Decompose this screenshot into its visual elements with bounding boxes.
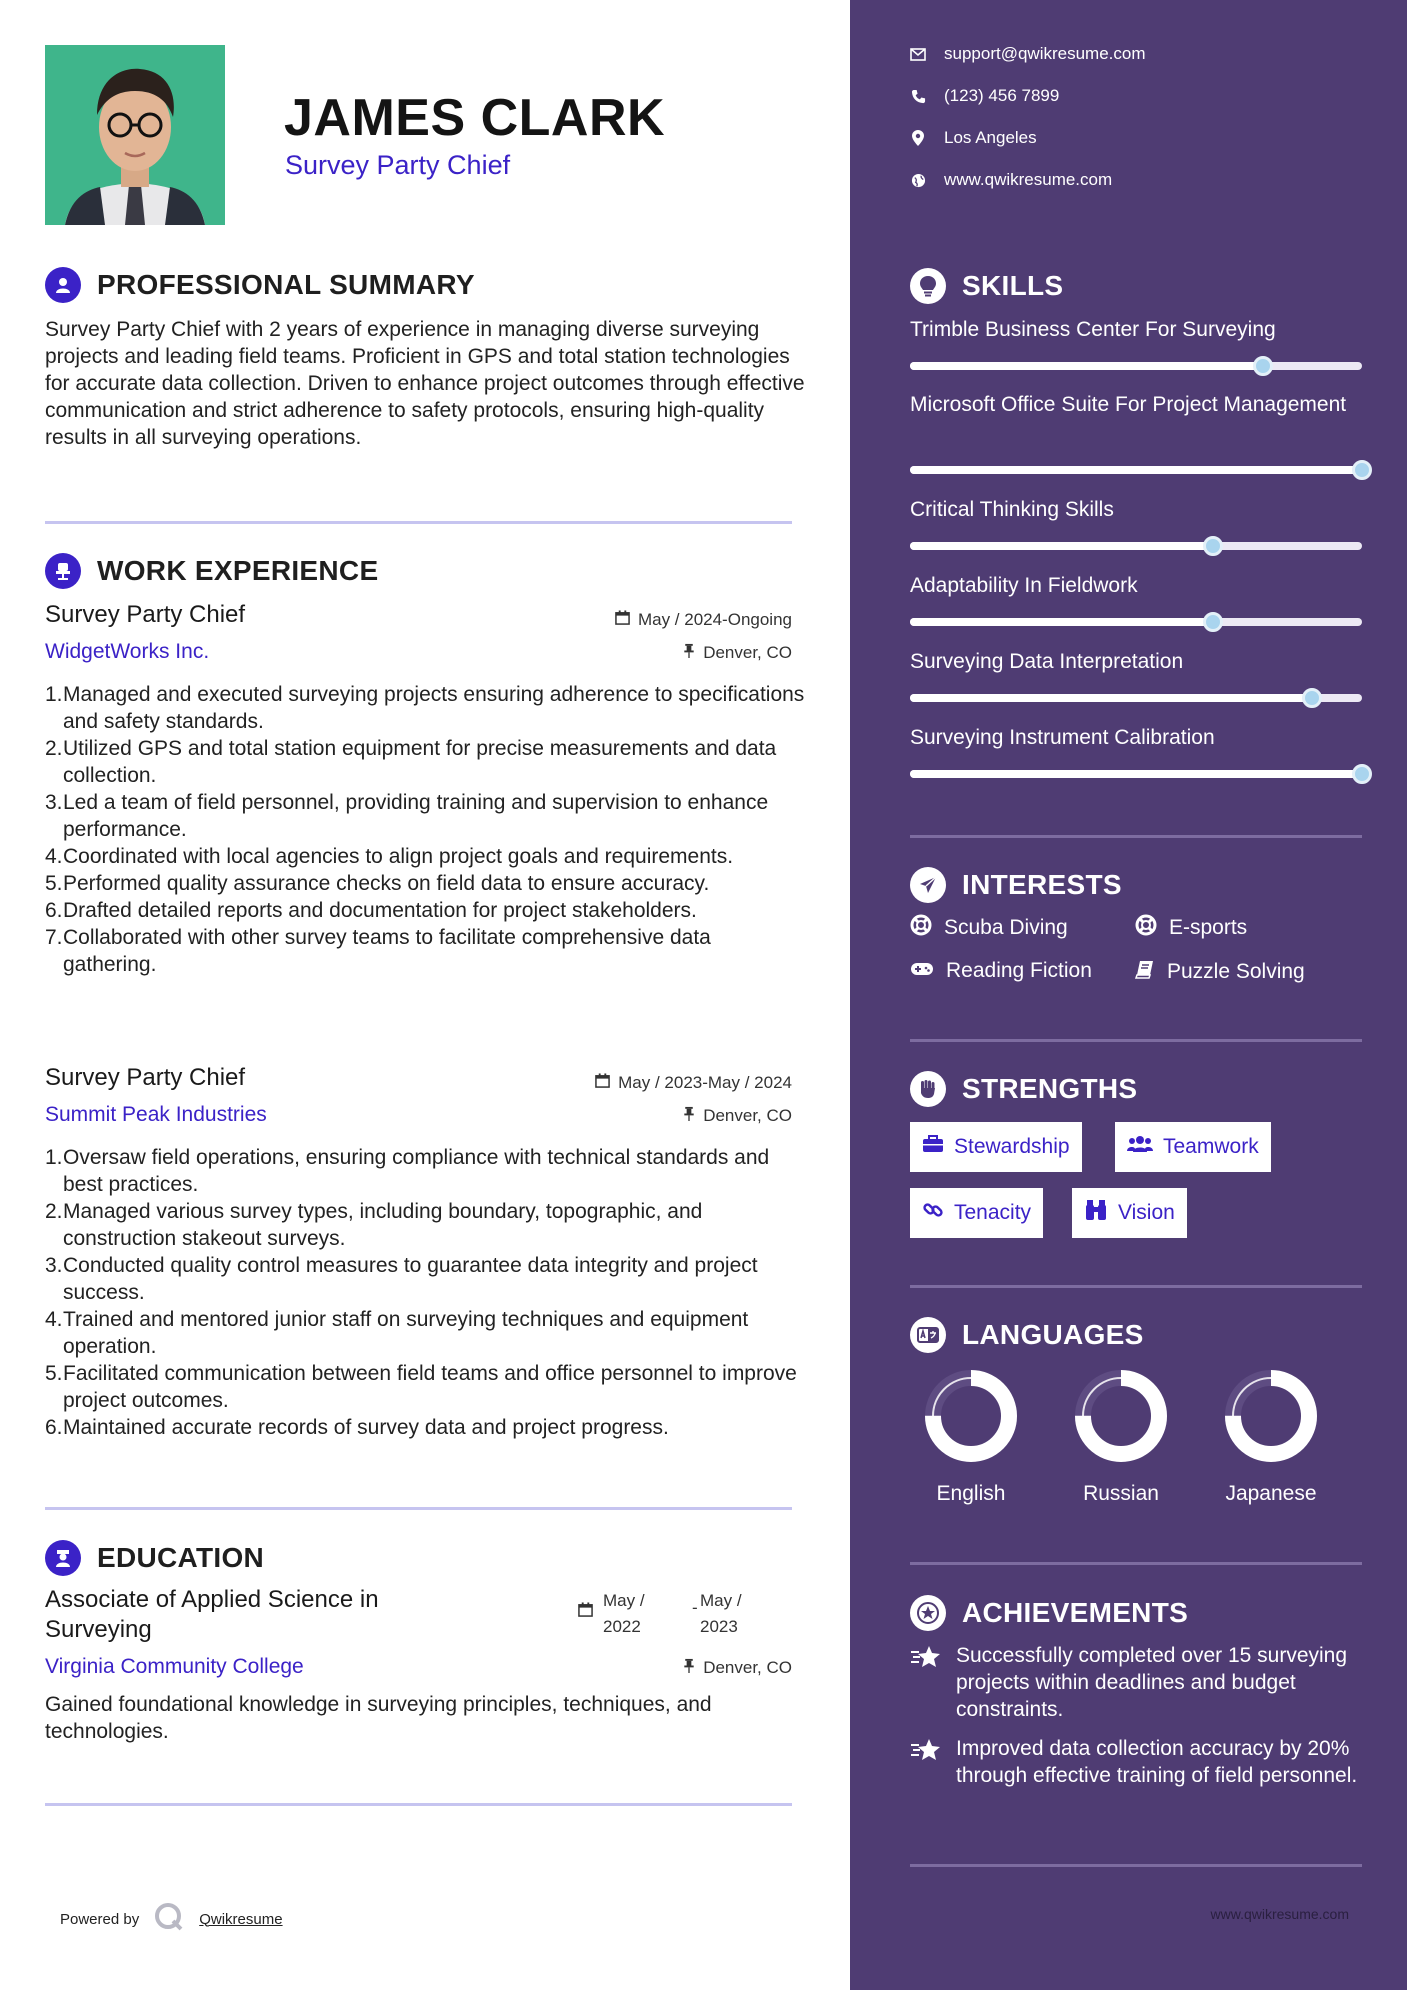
- skill-name: Surveying Instrument Calibration: [910, 726, 1215, 749]
- pin-icon: [683, 1658, 695, 1678]
- contact-email[interactable]: support@qwikresume.com: [910, 44, 1146, 64]
- skill-level-bar: [910, 542, 1362, 550]
- divider: [910, 1864, 1362, 1867]
- skill-level-knob: [1253, 356, 1273, 376]
- education-start: May / 2022: [603, 1591, 645, 1636]
- job-title: Survey Party Chief: [45, 1064, 246, 1091]
- qwikresume-logo-icon: [153, 1901, 185, 1937]
- divider: [45, 1803, 792, 1806]
- graduate-icon: [45, 1540, 81, 1576]
- strength-chip: Stewardship: [910, 1122, 1082, 1172]
- list-item: 1. Managed and executed surveying projects ensuring adherence to specifications and safety standards.: [45, 683, 805, 733]
- skill-name: Critical Thinking Skills: [910, 498, 1114, 521]
- list-item: 5. Performed quality assurance checks on field data to ensure accuracy.: [45, 872, 710, 895]
- job-duties-list: [45, 1144, 805, 1441]
- education-heading: [45, 1540, 264, 1576]
- job-dates-text: May / 2023-May / 2024: [618, 1073, 792, 1092]
- sidebar: [850, 0, 1407, 1990]
- binoculars-icon: [1084, 1199, 1108, 1227]
- calendar-icon: [615, 610, 630, 630]
- translate-icon: [910, 1317, 946, 1353]
- contact-website[interactable]: www.qwikresume.com: [910, 170, 1112, 190]
- calendar-icon: [595, 1073, 610, 1093]
- interest-item: Reading Fiction: [910, 959, 1092, 983]
- list-item: 5. Facilitated communication between field teams and office personnel to improve project outcomes.: [45, 1362, 797, 1412]
- job-duties-list: [45, 681, 805, 978]
- divider: [910, 835, 1362, 838]
- languages-heading: [910, 1317, 1144, 1353]
- summary-title: PROFESSIONAL SUMMARY: [97, 269, 475, 300]
- strength-chip: Vision: [1072, 1188, 1187, 1238]
- strength-chip: Tenacity: [910, 1188, 1043, 1238]
- pin-icon: [683, 1106, 695, 1126]
- powered-by-label: Powered by: [60, 1910, 140, 1928]
- education-end: May / 2023: [700, 1591, 742, 1636]
- language-name: Russian: [1083, 1482, 1159, 1505]
- experience-heading: [45, 553, 378, 589]
- job-dates-text: May / 2024-Ongoing: [637, 610, 792, 629]
- shooting-star-icon: [910, 1735, 942, 1789]
- list-item: 6. Maintained accurate records of survey data and project progress.: [45, 1416, 669, 1439]
- map-pin-icon: [910, 130, 926, 146]
- education-title: EDUCATION: [97, 1542, 265, 1573]
- list-item: 2. Managed various survey types, including boundary, topographic, and construction stakeout surveys.: [45, 1200, 703, 1250]
- job-location: [683, 1106, 792, 1126]
- skill-level-knob: [1203, 612, 1223, 632]
- divider: [910, 1562, 1362, 1565]
- language-level-ring: [1071, 1366, 1171, 1466]
- globe-icon: [910, 172, 926, 188]
- pin-icon: [683, 643, 695, 663]
- list-item: 3. Conducted quality control measures to guarantee data integrity and project success.: [45, 1254, 758, 1304]
- languages-title: LANGUAGES: [962, 1319, 1144, 1350]
- briefcase-icon: [922, 1135, 944, 1159]
- strengths-title: STRENGTHS: [962, 1073, 1138, 1104]
- date-separator: -: [692, 1598, 698, 1617]
- degree-title: Associate of Applied Science in Surveying: [45, 1586, 379, 1643]
- education-description: Gained foundational knowledge in surveying principles, techniques, and technologies.: [45, 1693, 712, 1743]
- chair-icon: [45, 553, 81, 589]
- skill-level-fill: [910, 770, 1362, 778]
- divider: [45, 521, 792, 524]
- achievement-item: Improved data collection accuracy by 20% through effective training of field personnel.: [910, 1735, 1370, 1789]
- school-name: Virginia Community College: [45, 1655, 304, 1678]
- achievement-item: Successfully completed over 15 surveying projects within deadlines and budget constraints.: [910, 1642, 1370, 1723]
- language-name: Japanese: [1225, 1482, 1317, 1505]
- list-item: 1. Oversaw field operations, ensuring compliance with technical standards and best practices.: [45, 1146, 770, 1196]
- shooting-star-icon: [910, 1642, 942, 1723]
- list-item: 6. Drafted detailed reports and documentation for project stakeholders.: [45, 899, 697, 922]
- job-dates: [615, 610, 792, 630]
- gamepad-icon: [910, 959, 934, 983]
- candidate-role: Survey Party Chief: [285, 150, 511, 180]
- job-dates: [595, 1073, 792, 1093]
- footer-website[interactable]: www.qwikresume.com: [1210, 1906, 1349, 1922]
- skill-level-knob: [1203, 536, 1223, 556]
- skill-level-knob: [1352, 764, 1372, 784]
- lifebuoy-icon: [1135, 914, 1157, 942]
- skills-heading: [910, 268, 1063, 304]
- list-item: 4. Trained and mentored junior staff on surveying techniques and equipment operation.: [45, 1308, 749, 1358]
- skill-level-bar: [910, 770, 1362, 778]
- skill-level-knob: [1352, 460, 1372, 480]
- strengths-heading: [910, 1071, 1137, 1107]
- summary-heading: [45, 267, 475, 303]
- skill-name: Microsoft Office Suite For Project Management: [910, 393, 1347, 416]
- powered-by-brand-link[interactable]: Qwikresume: [199, 1910, 283, 1928]
- job-title: Survey Party Chief: [45, 601, 246, 628]
- skill-level-fill: [910, 466, 1362, 474]
- job-location-text: Denver, CO: [703, 643, 792, 662]
- fist-icon: [910, 1071, 946, 1107]
- skills-title: SKILLS: [962, 270, 1064, 301]
- lifebuoy-icon: [910, 914, 932, 942]
- interest-item: Puzzle Solving: [1135, 959, 1305, 985]
- phone-icon: [910, 88, 926, 104]
- divider: [910, 1285, 1362, 1288]
- user-icon: [45, 267, 81, 303]
- profile-photo: [45, 45, 225, 225]
- list-item: 4. Coordinated with local agencies to align project goals and requirements.: [45, 845, 734, 868]
- book-icon: [1135, 959, 1155, 985]
- achievements-title: ACHIEVEMENTS: [962, 1597, 1189, 1628]
- contact-location: Los Angeles: [910, 128, 1037, 148]
- skill-level-knob: [1302, 688, 1322, 708]
- education-location: [683, 1658, 792, 1678]
- list-item: 3. Led a team of field personnel, providing training and supervision to enhance performance.: [45, 791, 769, 841]
- interests-heading: [910, 867, 1122, 903]
- interest-item: E-sports: [1135, 914, 1247, 942]
- skill-level-bar: [910, 694, 1362, 702]
- interests-title: INTERESTS: [962, 869, 1122, 900]
- candidate-name: JAMES CLARK: [284, 89, 666, 147]
- achievements-heading: [910, 1595, 1188, 1631]
- strength-chip: Teamwork: [1115, 1122, 1271, 1172]
- skill-level-bar: [910, 466, 1362, 474]
- users-icon: [1127, 1135, 1153, 1159]
- skill-name: Surveying Data Interpretation: [910, 650, 1184, 673]
- list-item: 2. Utilized GPS and total station equipment for precise measurements and data collection.: [45, 737, 777, 787]
- job-location-text: Denver, CO: [703, 1106, 792, 1125]
- company-name: WidgetWorks Inc.: [45, 640, 210, 663]
- envelope-icon: [910, 46, 926, 62]
- skill-name: Adaptability In Fieldwork: [910, 574, 1138, 597]
- powered-by: [60, 1901, 283, 1937]
- contact-phone[interactable]: (123) 456 7899: [910, 86, 1059, 106]
- job-location: [683, 643, 792, 663]
- skill-level-fill: [910, 542, 1213, 550]
- education-location-text: Denver, CO: [703, 1658, 792, 1677]
- interest-item: Scuba Diving: [910, 914, 1068, 942]
- experience-title: WORK EXPERIENCE: [97, 555, 379, 586]
- divider: [910, 1039, 1362, 1042]
- divider: [45, 1507, 792, 1510]
- skill-name: Trimble Business Center For Surveying: [910, 318, 1276, 341]
- skill-level-fill: [910, 694, 1312, 702]
- summary-text: Survey Party Chief with 2 years of experience in managing diverse surveying projects and leading field teams. Proficient in GPS and total station technologies for accurate data collection. Driven to enhance project outcomes through effective communication and strict adherence to safety protocols, ensuring high-quality results in all surveying operations.: [45, 318, 805, 449]
- skill-level-fill: [910, 618, 1213, 626]
- star-badge-icon: [910, 1595, 946, 1631]
- company-name: Summit Peak Industries: [45, 1103, 267, 1126]
- paper-plane-icon: [910, 867, 946, 903]
- skill-level-bar: [910, 362, 1362, 370]
- language-level-ring: [921, 1366, 1021, 1466]
- link-icon: [922, 1199, 944, 1227]
- calendar-icon: [578, 1602, 593, 1622]
- language-name: English: [936, 1482, 1006, 1505]
- skill-level-bar: [910, 618, 1362, 626]
- list-item: 7. Collaborated with other survey teams to facilitate comprehensive data gathering.: [45, 926, 711, 976]
- language-level-ring: [1221, 1366, 1321, 1466]
- skill-level-fill: [910, 362, 1263, 370]
- lightbulb-icon: [910, 268, 946, 304]
